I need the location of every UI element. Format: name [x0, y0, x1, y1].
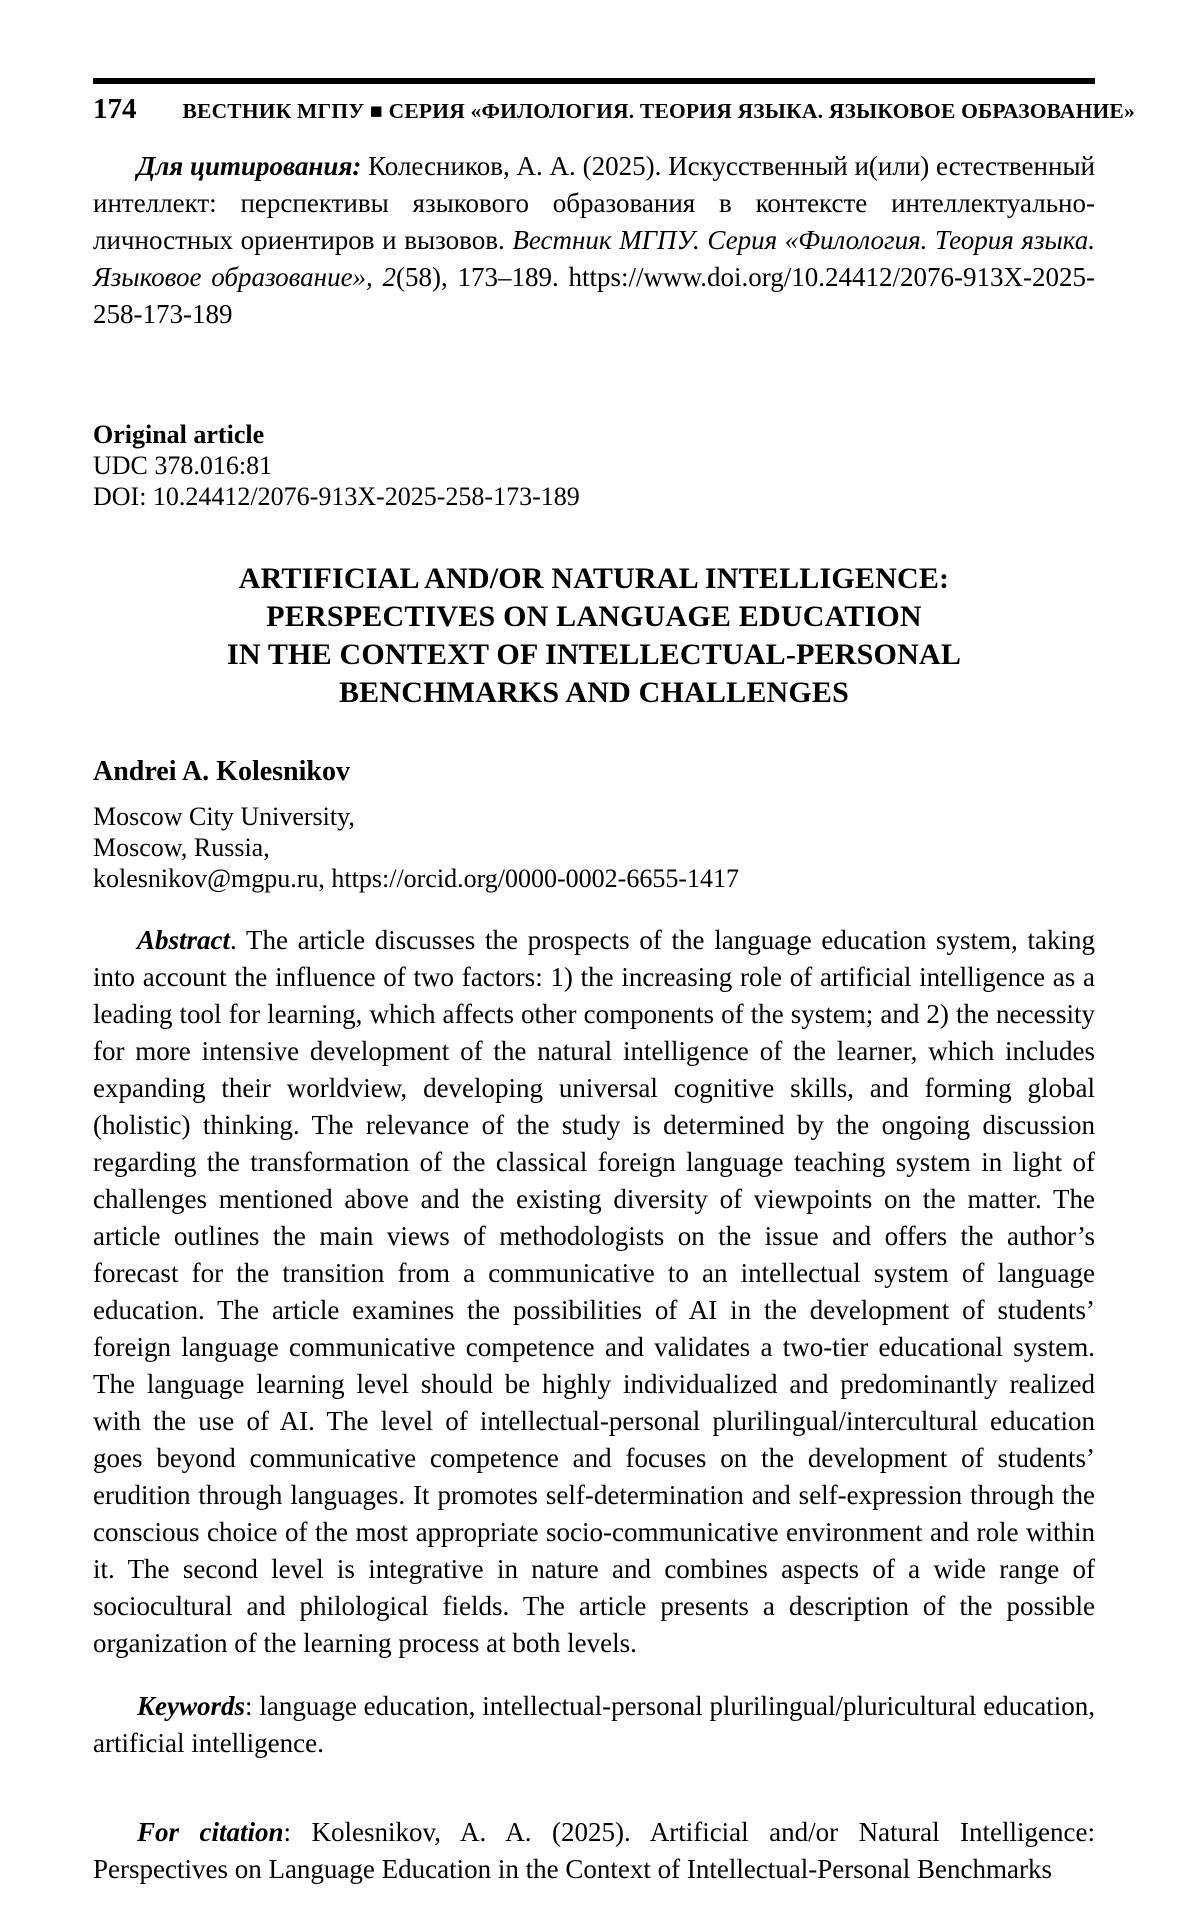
affiliation-contact-line: kolesnikov@mgpu.ru, https://orcid.org/0000-0002-6655-1417 — [93, 864, 739, 893]
abstract-label: Abstract — [137, 925, 231, 955]
page-number: 174 — [93, 93, 137, 125]
for-citation-text: : Kolesnikov, A. A. (2025). Artificial and/or Natural Intelligence: Perspectives on Language Education in the Context of Intellectual-Personal Benchmarks — [93, 1817, 1095, 1884]
article-meta-block — [93, 419, 1095, 512]
russian-citation-label: Для цитирования: — [137, 151, 362, 181]
russian-citation-text: Колесников, А. А. (2025). Искусственный и(или) естественный интеллект: перспективы языкового образования в контексте интеллектуально-личностных ориентиров и вызовов. — [93, 151, 1095, 255]
russian-citation-doi-text: (58), 173–189. https://www.doi.org/10.24412/2076-913X-2025-258-173-189 — [93, 262, 1095, 329]
russian-citation-paragraph — [93, 148, 1095, 333]
article-title — [93, 560, 1095, 712]
keywords-label: Keywords — [137, 1691, 245, 1721]
affiliation-line: Moscow City University, — [93, 802, 355, 831]
abstract-paragraph — [93, 922, 1095, 1662]
affiliation-line: Moscow, Russia, — [93, 833, 270, 862]
article-title-line: IN THE CONTEXT OF INTELLECTUAL-PERSONAL — [226, 638, 962, 671]
for-citation-paragraph — [93, 1814, 1095, 1888]
keywords-text: : language education, intellectual-personal plurilingual/pluricultural education, artificial intelligence. — [93, 1691, 1095, 1758]
for-citation-label: For citation — [137, 1817, 284, 1847]
udc-line: UDC 378.016:81 — [93, 451, 273, 480]
article-type-label: Original article — [93, 420, 265, 449]
article-title-line: PERSPECTIVES ON LANGUAGE EDUCATION — [266, 600, 922, 633]
author-name: Andrei A. Kolesnikov — [93, 756, 350, 787]
article-title-line: ARTIFICIAL AND/OR NATURAL INTELLIGENCE: — [238, 562, 950, 595]
running-head — [93, 78, 1135, 126]
author-affiliation-block — [93, 801, 1095, 894]
journal-header-title: ВЕСТНИК МГПУ ■ СЕРИЯ «ФИЛОЛОГИЯ. ТЕОРИЯ ЯЗЫКА. ЯЗЫКОВОЕ ОБРАЗОВАНИЕ» — [182, 99, 1135, 123]
abstract-text: . The article discusses the prospects of the language education system, taking into account the influence of two factors: 1) the increasing role of artificial intelligence as a leading tool for learning, which affects other components of the system; and 2) the necessity for more intensive development of the natural intelligence of the learner, which includes expanding their worldview, developing universal cognitive skills, and forming global (holistic) thinking. The relevance of the study is determined by the ongoing discussion regarding the transformation of the classical foreign language teaching system in light of challenges mentioned above and the existing diversity of viewpoints on the matter. The article outlines the main views of methodologists on the issue and offers the author’s forecast for the transition from a communicative to an intellectual system of language education. The article examines the possibilities of AI in the development of students’ foreign language communicative competence and validates a two-tier educational system. The language learning level should be highly individualized and predominantly realized with the use of AI. The level of intellectual-personal plurilingual/intercultural education goes beyond communicative competence and focuses on the development of students’ erudition through languages. It promotes self-determination and self-expression through the conscious choice of the most appropriate socio-communicative environment and role within it. The second level is integrative in nature and combines aspects of a wide range of sociocultural and philological fields. The article presents a description of the possible organization of the learning process at both levels. — [93, 925, 1095, 1658]
russian-citation-journal-italic: Вестник МГПУ. Серия «Филология. Теория языка. Языковое образование», 2 — [93, 225, 1095, 292]
article-title-line: BENCHMARKS AND CHALLENGES — [338, 676, 850, 709]
keywords-paragraph — [93, 1688, 1095, 1762]
doi-line: DOI: 10.24412/2076-913X-2025-258-173-189 — [93, 482, 580, 511]
